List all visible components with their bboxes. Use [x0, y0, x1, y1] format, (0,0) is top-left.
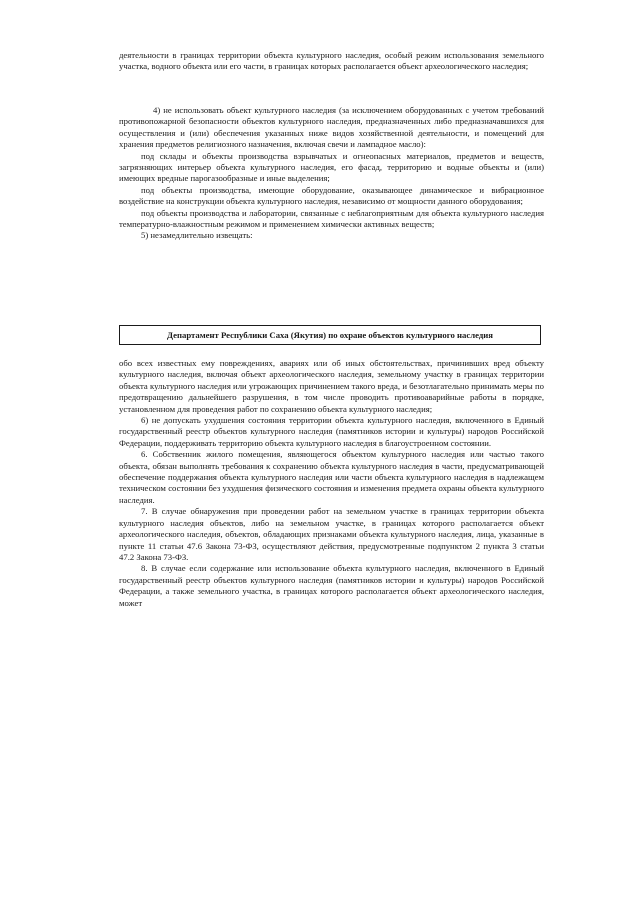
list-paragraph: 5) незамедлительно извещать:	[141, 230, 253, 241]
list-paragraph: 4) не использовать объект культурного наследия (за исключением оборудованных с учетом требований противопожарной безопасности объектов культурного наследия, предназначенных либо предназначавшихся для осуществления и (или) обеспечения указанных ниже видов хозяйственной деятельности, и помещений для хранения предметов религиозного назначения, включая свечи и лампадное масло):	[119, 105, 544, 150]
list-paragraph: под объекты производства и лаборатории, связанные с неблагоприятным для объекта культурного наследия температурно-влажностным режимом и применением химически активных веществ;	[119, 207, 544, 230]
department-stamp	[119, 325, 541, 345]
list-paragraph: под склады и объекты производства взрывчатых и огнеопасных материалов, предметов и веществ, загрязняющих интерьер объекта культурного наследия, его фасад, территорию и водные объекты и (или) имеющих вредные парогазообразные и иные выделения;	[119, 150, 544, 184]
top-paragraph: деятельности в границах территории объекта культурного наследия, особый режим использования земельного участка, водного объекта или его части, в границах которых располагается объект археологического наследия;	[119, 50, 544, 72]
body-paragraph: обо всех известных ему повреждениях, авариях или об иных обстоятельствах, причинивших вред объекту культурного наследия, включая объект археологического наследия, земельному участку в границах территории объекта культурного наследия или угрожающих причинением такого вреда, и безотлагательно принимать меры по предотвращению дальнейшего разрушения, в том числе проводить противоаварийные работы в порядке, установленном для проведения работ по сохранению объекта культурного наследия;	[119, 358, 544, 414]
body-paragraph: 7. В случае обнаружения при проведении работ на земельном участке в границах территории объекта культурного наследия объектов, либо на земельном участке, в границах которого располагается объект археологического наследия, объектов, обладающих признаками объекта культурного наследия, лица, указанные в пункте 11 статьи 47.6 Закона 73-ФЗ, осуществляют действия, предусмотренные подпунктом 2 пункта 3 статьи 47.2 Закона 73-ФЗ.	[119, 506, 544, 562]
body-paragraph: 8. В случае если содержание или использование объекта культурного наследия, включенного в Единый государственный реестр объектов культурного наследия (памятников истории и культуры) народов Российской Федерации, а также земельного участка, в границах которого располагается объект археологического наследия, может	[119, 563, 544, 608]
obligations-block	[119, 358, 544, 609]
restrictions-list	[119, 105, 544, 242]
stamp-text: Департамент Республики Саха (Якутия) по охране объектов культурного наследия	[167, 330, 493, 340]
body-paragraph: 6) не допускать ухудшения состояния территории объекта культурного наследия, включенного в Единый государственный реестр объектов культурного наследия (памятников истории и культуры) народов Российской Федерации, поддерживать территорию объекта культурного наследия в благоустроенном состоянии.	[119, 415, 544, 448]
top-paragraph-block	[119, 50, 544, 73]
list-paragraph: под объекты производства, имеющие оборудование, оказывающее динамическое и вибрационное воздействие на конструкции объекта культурного наследия, независимо от мощности данного оборудования;	[119, 184, 544, 207]
body-paragraph: 6. Собственник жилого помещения, являющегося объектом культурного наследия или частью такого объекта, обязан выполнять требования к сохранению объекта культурного наследия в части, предусматривающей обеспечение поддержания объекта культурного наследия или части объекта культурного наследия в надлежащем техническом состоянии без ухудшения физического состояния и изменения предмета охраны объекта культурного наследия.	[119, 449, 544, 505]
